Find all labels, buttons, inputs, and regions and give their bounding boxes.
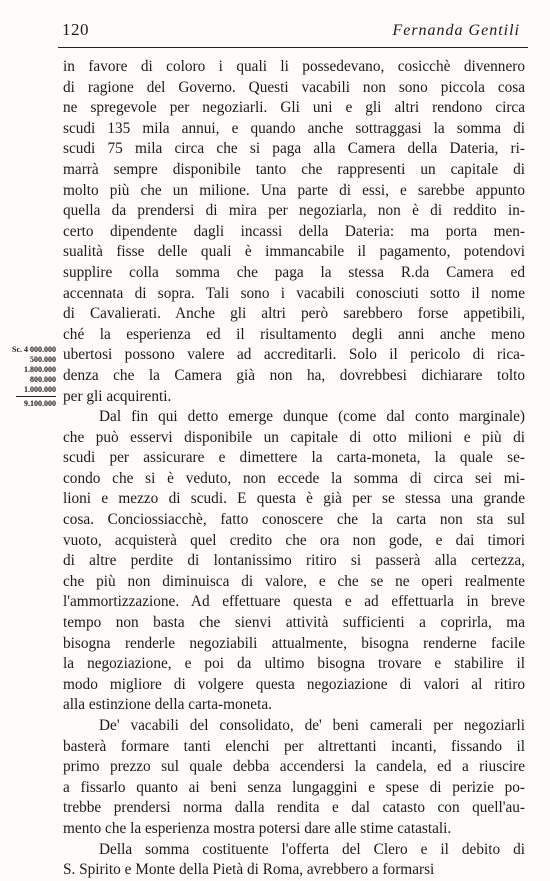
paragraph [63,840,525,881]
text-line: che più non diminuisca di valore, e che se ne operi realmente [63,572,525,590]
text-line: trebbe prendersi norma dalla rendita e dal catasto con quell'au- [63,799,525,817]
text-line: vuoto, acquisterà quel credito che ora non gode, e dai timori [63,531,525,549]
text-line: ne spregevole per negoziarli. Gli uni e gli altri rendono circa [63,99,525,117]
paragraph [63,57,525,407]
page-number: 120 [62,20,89,39]
text-line: che può esservi disponibile un capitale di otto milioni e più di [63,428,525,446]
text-line: modo migliore di volgere questa negoziazione di valori al ritiro [63,675,525,693]
margin-account-note [2,345,56,409]
text-line: De' vacabili del consolidato, de' beni camerali per negoziarli [99,717,525,734]
paragraph [63,716,525,840]
text-line: certo dipendente dagli incassi della Dateria: ma porta men- [63,222,525,240]
text-line: basterà formare tanti elenchi per altrettanti incanti, fissando il [63,737,525,755]
header-rule [58,47,528,48]
margin-note-total: 9.100.000 [24,399,56,408]
text-line: scudi per assicurare e dimettere la carta-moneta, la quale se- [63,449,525,467]
text-line: accennata di sopra. Tali sono i vacabili conosciuti sotto il nome [63,284,525,302]
text-line: Della somma costituente l'offerta del Clero e il debito di [99,840,525,858]
paragraph [63,407,525,716]
text-line: tempo non basta che sienvi attività sufficienti a coprirla, ma [63,614,525,632]
text-line: scudi 135 mila annui, e quando anche sottraggasi la somma di [63,119,525,137]
text-line: di altre perdite di lontanissimo ritiro si passerà alla certezza, [63,552,525,570]
text-line: supplire colla somma che paga la stessa R.da Camera ed [63,263,525,281]
text-line: quella da prendersi di mira per negoziarla, non è di reddito in- [63,202,525,220]
text-line: ubertosi possono valere ad accreditarli. Solo il pericolo di rica- [63,346,525,364]
text-line: a fissarlo quanto ai beni senza lungaggini e spese di perizie po- [63,778,525,796]
text-line: condo che si è veduto, non eccede la somma di circa sei mi- [63,469,525,487]
text-line: primo prezzo sul quale debba accendersi la candela, ed a riuscire [63,758,525,776]
text-line: cosa. Conciossiacchè, fatto conoscere che la carta non sta sul [63,511,525,529]
text-line: scudi 75 mila circa che si paga alla Camera della Dateria, ri- [63,140,525,158]
margin-note-line: Sc. 4 000.000 [12,345,56,354]
margin-note-line: 800.000 [30,375,56,384]
margin-sum-rule [16,396,56,397]
running-head: Fernanda Gentili [392,22,520,39]
text-line: bisogna renderle negoziabili attualmente, bisogna renderne facile [63,634,525,652]
text-line: S. Spirito e Monte della Pietà di Roma, avrebbero a formarsi [63,861,435,879]
text-line: la negoziazione, e poi da ultimo bisogna trovare e stabilire il [63,655,525,673]
page-header [62,20,524,44]
text-line: marrà sempre disponibile tanto che rappresenti un capitale di [63,160,525,178]
margin-note-line: 1.800.000 [24,365,56,374]
text-line: molto più che un milione. Una parte di essi, e sarebbe appunto [63,181,525,199]
text-line: di Cavalierati. Anche gli altri però sarebbero forse appetibili, [63,305,525,323]
text-line: sualità fisse delle quali è immancabile il pagamento, potendovi [63,243,525,261]
text-line: Dal fin qui detto emerge dunque (come dal conto marginale) [99,408,525,426]
margin-note-line: 500.000 [30,355,56,364]
text-line: per gli acquirenti. [63,387,172,405]
text-line: di ragione del Governo. Questi vacabili non sono piccola cosa [63,78,525,96]
text-line: mento che la esperienza mostra potersi dare alle stime catastali. [63,819,452,837]
text-line: ché la esperienza ed il risultamento degli anni anche meno [63,325,525,343]
text-line: lioni e mezzo di scudi. E questa è già per se stessa una grande [63,490,525,508]
margin-note-line: 1.000.000 [24,385,56,394]
text-line: denza che la Camera già non ha, dovrebbesi dichiarare tolto [63,366,525,384]
body-text [63,57,525,881]
text-line: l'ammortizzazione. Ad effettuare questa e ad effettuarla in breve [63,593,525,611]
text-line: alla estinzione della carta-moneta. [63,696,272,714]
text-line: in favore di coloro i quali li possedevano, cosicchè divennero [63,58,525,75]
